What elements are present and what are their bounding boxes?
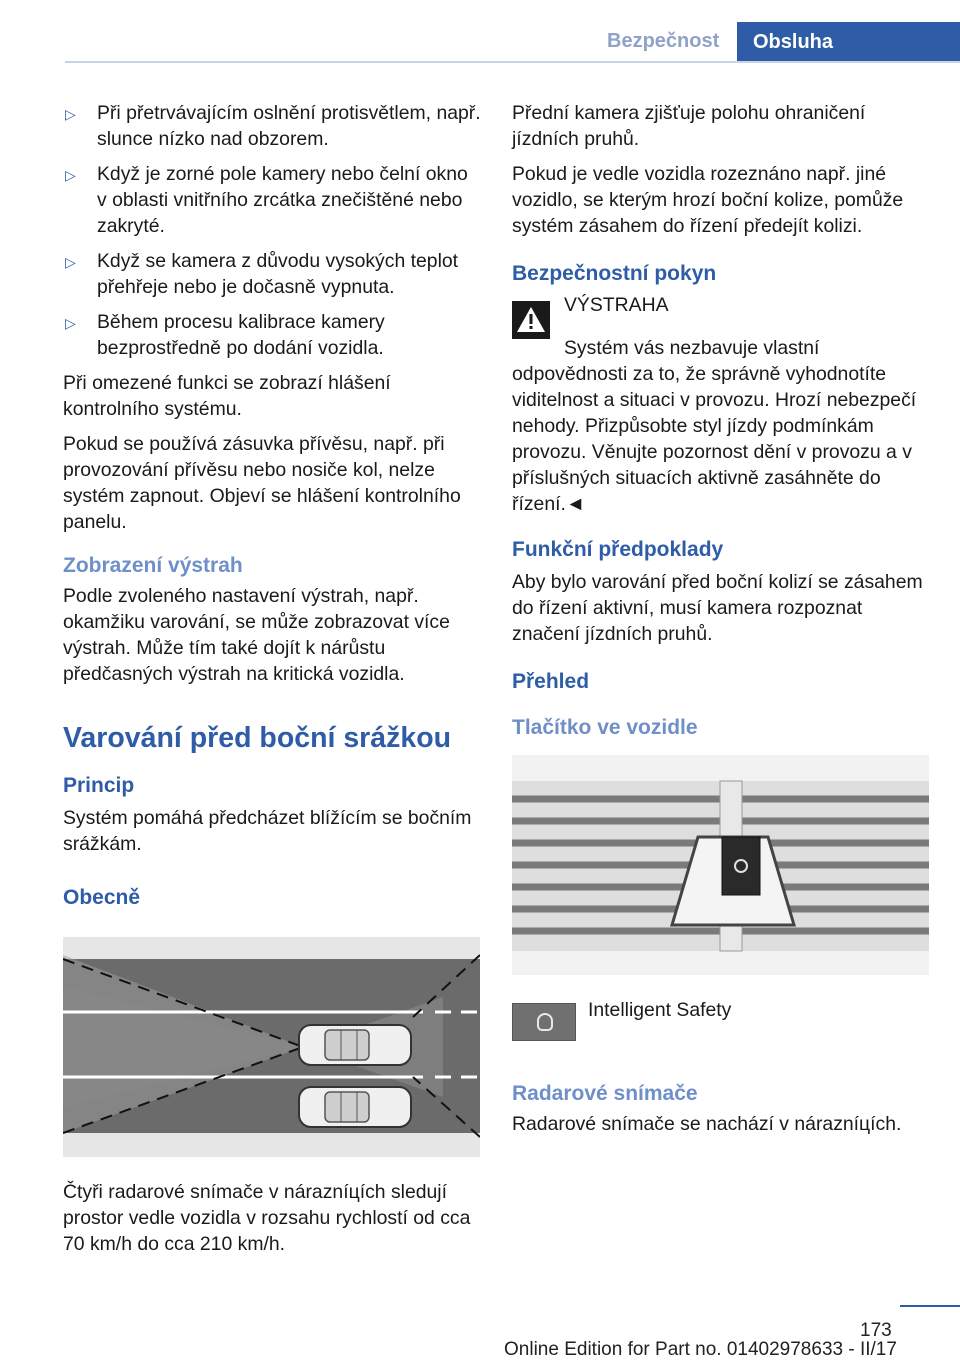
list-item-text: Když je zorné pole kamery nebo čelní okno v oblasti vnitřního zrcátka znečištěné nebo zakryté. — [97, 163, 468, 237]
right-column — [512, 100, 930, 1146]
paragraph-radar-location: Radarové snímače se nachází v nárazníцích. — [512, 1113, 902, 1135]
footer-divider — [900, 1305, 960, 1307]
paragraph-principle: Systém pomáhá předcházet blížícím se bočním srážkám. — [63, 807, 472, 855]
grille-diagram — [512, 755, 929, 975]
paragraph-radar-sensors: Čtyři radarové snímače v nárazníцích sledují prostor vedle vozidla v rozsahu rychlostí od cca 70 km/h do cca 210 km/h. — [63, 1181, 471, 1255]
left-column — [63, 100, 481, 1266]
triangle-bullet-icon: ▷ — [65, 315, 76, 331]
list-item — [63, 309, 481, 361]
triangle-bullet-icon: ▷ — [65, 167, 76, 183]
triangle-bullet-icon: ▷ — [65, 254, 76, 270]
list-item — [63, 100, 481, 152]
heading-safety-note: Bezpečnostní pokyn — [512, 262, 717, 285]
paragraph-limited-function: Při omezené funkci se zobrazí hlášení kontrolního systému. — [63, 372, 391, 420]
list-item-text: Při přetrvávajícím oslnění protisvětlem, např. slunce nízko nad obzorem. — [97, 102, 481, 150]
heading-vehicle-button: Tlačítko ve vozidle — [512, 716, 698, 739]
heading-principle: Princip — [63, 774, 135, 797]
triangle-bullet-icon: ▷ — [65, 106, 76, 122]
paragraph-front-camera: Přední kamera zjišťuje polohu ohraničení jízdních pruhů. — [512, 102, 866, 150]
paragraph-trailer: Pokud se používá zásuvka přívěsu, např. při provozování přívěsu nebo nosiče kol, nelze systém zapnout. Objeví se hlášení kontrolního panelu. — [63, 433, 461, 533]
warning-block — [512, 293, 930, 339]
warning-text: Systém vás nezbavuje vlastní odpovědnosti za to, že správně vyhodnotíte viditelnost a situaci v provozu. Hrozí nebezpečí nehody. Přizpůsobte styl jízdy podmínkám provozu. Věnujte pozornost dění v provozu a v příslušných situacích aktivně zasáhněte do řízení.◄ — [512, 337, 917, 515]
car-icon — [537, 1013, 553, 1031]
heading-overview: Přehled — [512, 670, 590, 693]
radar-coverage-diagram — [63, 937, 480, 1157]
heading-radar-sensors: Radarové snímače — [512, 1082, 698, 1105]
paragraph-requirements: Aby bylo varování před boční kolizí se zásahem do řízení aktivní, musí kamera rozpoznat značení jízdních pruhů. — [512, 571, 923, 645]
heading-general: Obecně — [63, 886, 141, 909]
paragraph-warning-display: Podle zvoleného nastavení výstrah, např. okamžiku varování, se může zobrazovat více výstrah. Může tím také dojít k nárůstu předčasných výstrah na kritická vozidla. — [63, 585, 450, 685]
list-item-text: Když se kamera z důvodu vysokých teplot přehřeje nebo je dočasně vypnuta. — [97, 250, 459, 298]
heading-warning-display: Zobrazení výstrah — [63, 554, 243, 577]
illustration-radar-coverage — [63, 937, 480, 1157]
list-item-text: Během procesu kalibrace kamery bezprostředně po dodání vozidla. — [97, 311, 385, 359]
list-item — [63, 161, 481, 239]
warning-triangle-icon — [512, 301, 550, 339]
section-title: Varování před boční srážkou — [63, 722, 452, 754]
illustration-button-location — [512, 755, 929, 975]
page-number: 173 — [860, 1320, 892, 1341]
header-tab-obsluha[interactable]: Obsluha — [737, 22, 960, 63]
header-divider — [65, 61, 960, 63]
paragraph-steering-intervention: Pokud je vedle vozidla rozeznáno např. jiné vozidlo, se kterým hrozí boční kolize, pomůže systém zásahem do řízení předejít kolizi. — [512, 163, 904, 237]
intelligent-safety-button[interactable] — [512, 1003, 576, 1041]
list-item — [63, 248, 481, 300]
edition-note: Online Edition for Part no. 01402978633 - II/17 — [504, 1339, 897, 1360]
button-label: Intelligent Safety — [588, 999, 732, 1021]
heading-requirements: Funkční předpoklady — [512, 538, 724, 561]
header-tab-bezpecnost[interactable]: Bezpečnost — [607, 30, 720, 52]
warning-title: VÝSTRAHA — [564, 294, 669, 316]
button-legend — [512, 995, 930, 1041]
